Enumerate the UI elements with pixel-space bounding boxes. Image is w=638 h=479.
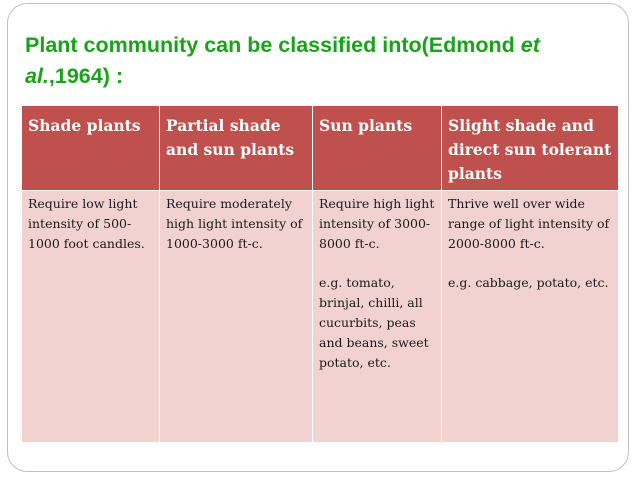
header-sun-plants: Sun plants bbox=[313, 106, 442, 191]
cell-description: Require high light intensity of 3000-8000 ft-c. bbox=[319, 196, 435, 251]
cell-shade-plants bbox=[22, 191, 160, 443]
cell-description: Thrive well over wide range of light intensity of 2000-8000 ft-c. bbox=[448, 196, 610, 251]
slide-title bbox=[25, 30, 625, 92]
cell-sun-plants bbox=[313, 191, 442, 443]
title-etal: et al. bbox=[25, 33, 540, 88]
cell-example: e.g. cabbage, potato, etc. bbox=[448, 275, 609, 290]
header-slight-shade-direct-sun-tolerant-plants: Slight shade and direct sun tolerant plants bbox=[442, 106, 619, 191]
title-main: Plant community can be classified into(Edmond bbox=[25, 33, 521, 57]
cell-slight-shade-direct-sun-tolerant-plants bbox=[442, 191, 619, 443]
table-header-row bbox=[22, 106, 619, 191]
cell-description: Require moderately high light intensity of 1000-3000 ft-c. bbox=[166, 196, 303, 251]
cell-description: Require low light intensity of 500-1000 foot candles. bbox=[28, 196, 145, 251]
table-row bbox=[22, 191, 619, 443]
header-partial-shade-and-sun-plants: Partial shade and sun plants bbox=[160, 106, 313, 191]
cell-example: e.g. tomato, brinjal, chilli, all cucurbits, peas and beans, sweet potato, etc. bbox=[319, 275, 429, 370]
cell-partial-shade-and-sun-plants bbox=[160, 191, 313, 443]
plant-community-table bbox=[21, 105, 619, 443]
title-tail: ,1964) : bbox=[48, 64, 124, 88]
header-shade-plants: Shade plants bbox=[22, 106, 160, 191]
